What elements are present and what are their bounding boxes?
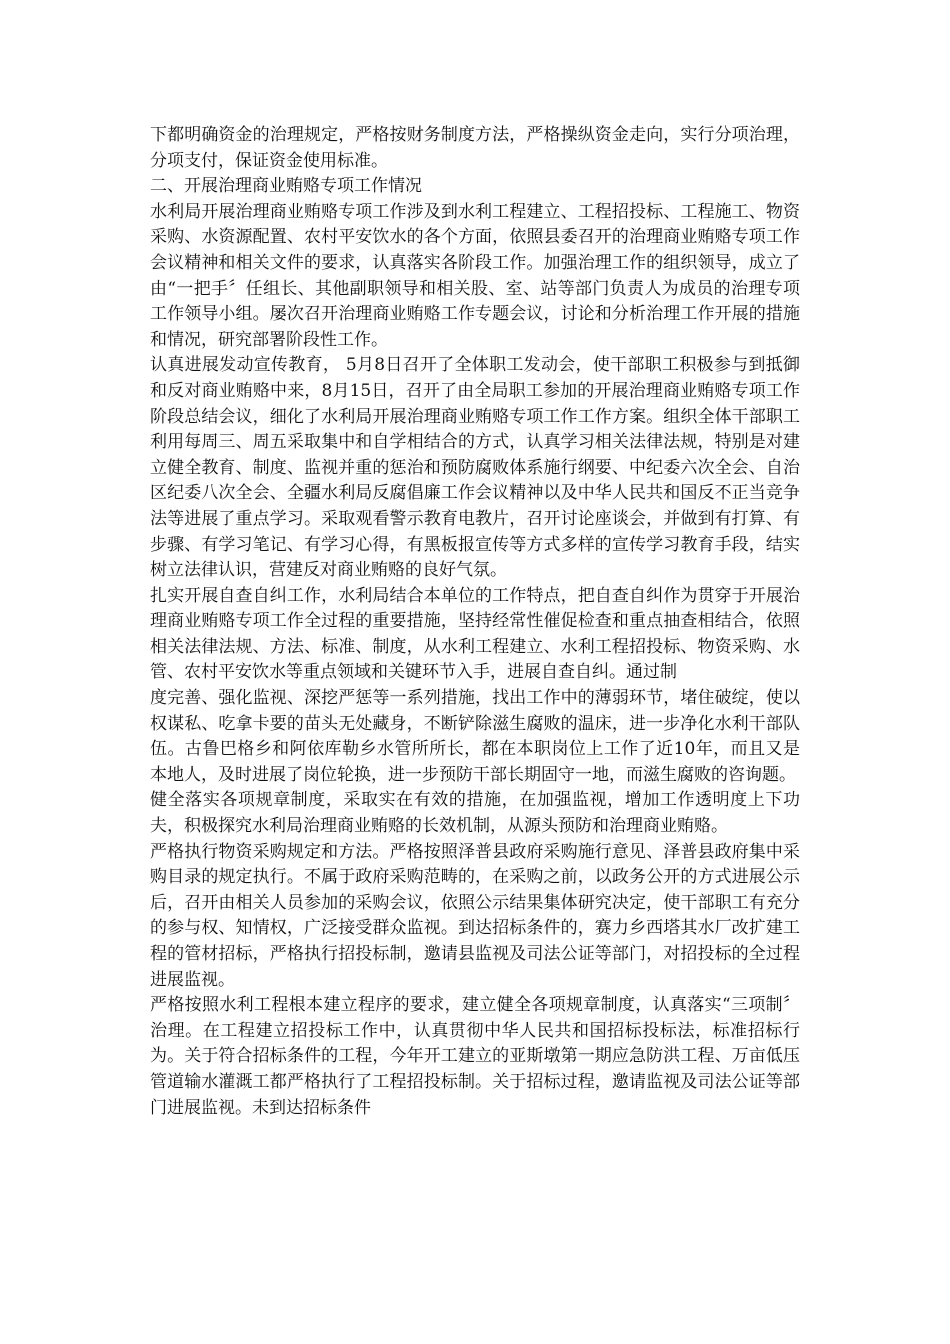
paragraph-self-inspection: 扎实开展自查自纠工作，水利局结合本单位的工作特点，把自查自纠作为贯穿于开展治理商业贿赂专项工作全过程的重要措施，坚持经常性催促检查和重点抽查相结合，依照相关法律法规、方法、标准、制度，从水利工程建立、水利工程招投标、物资采购、水管、农村平安饮水等重点领域和关键环节入手，进展自查自纠。通过制 [150, 585, 800, 683]
paragraph-system-improvement: 度完善、强化监视、深挖严惩等一系列措施，找出工作中的薄弱环节，堵住破绽，使以权谋私、吃拿卡要的苗头无处藏身，不断铲除滋生腐败的温床，进一步净化水利干部队伍。古鲁巴格乡和阿依库勒乡水管所所长，都在本职岗位上工作了近10年，而且又是本地人，及时进展了岗位轮换，进一步预防干部长期固守一地，而滋生腐败的咨询题。 [150, 688, 800, 785]
paragraph-education: 认真进展发动宣传教育， 5月8日召开了全体职工发动会，使干部职工积极参与到抵御和反对商业贿赂中来，8月15日，召开了由全局职工参加的开展治理商业贿赂专项工作阶段总结会议，细化了水利局开展治理商业贿赂专项工作工作方案。组织全体干部职工利用每周三、周五采取集中和自学相结合的方式，认真学习相关法律法规，特别是对建立健全教育、制度、监视并重的惩治和预防腐败体系施行纲要、中纪委六次全会、自治区纪委八次全会、全疆水利局反腐倡廉工作会议精神以及中华人民共和国反不正当竞争法等进展了重点学习。采取观看警示教育电教片，召开讨论座谈会，并做到有打算、有步骤、有学习笔记、有学习心得，有黑板报宣传等方式多样的宣传学习教育手段，结实树立法律认识，营建反对商业贿赂的良好气氛。 [150, 355, 800, 581]
document-page [150, 123, 800, 1121]
paragraph-regulations: 健全落实各项规章制度，采取实在有效的措施，在加强监视，增加工作透明度上下功夫，积极探究水利局治理商业贿赂的长效机制，从源头预防和治理商业贿赂。 [150, 790, 800, 837]
paragraph-bidding: 严格按照水利工程根本建立程序的要求，建立健全各项规章制度，认真落实“三项制〞治理。在工程建立招投标工作中，认真贯彻中华人民共和国招标投标法，标准招标行为。关于符合招标条件的工程，今年开工建立的亚斯墩第一期应急防洪工程、万亩低压管道输水灌溉工都严格执行了工程招投标制。关于招标过程，邀请监视及司法公证等部门进展监视。未到达招标条件 [150, 995, 800, 1118]
paragraph-overview: 水利局开展治理商业贿赂专项工作涉及到水利工程建立、工程招投标、工程施工、物资采购、水资源配置、农村平安饮水的各个方面，依照县委召开的治理商业贿赂专项工作会议精神和相关文件的要求，认真落实各阶段工作。加强治理工作的组织领导，成立了由“一把手〞任组长、其他副职领导和相关股、室、站等部门负责人为成员的治理专项工作领导小组。屡次召开治理商业贿赂工作专题会议，讨论和分析治理工作开展的措施和情况，研究部署阶段性工作。 [150, 201, 800, 350]
paragraph-fund-management: 下都明确资金的治理规定，严格按财务制度方法，严格操纵资金走向，实行分项治理，分项支付，保证资金使用标准。 [150, 125, 800, 171]
paragraph-procurement: 严格执行物资采购规定和方法。严格按照泽普县政府采购施行意见、泽普县政府集中采购目录的规定执行。不属于政府采购范畴的，在采购之前，以政务公开的方式进展公示后，召开由相关人员参加的采购会议，依照公示结果集体研究决定，使干部职工有充分的参与权、知情权，广泛接受群众监视。到达招标条件的，赛力乡西塔其水厂改扩建工程的管材招标，严格执行招投标制，邀请县监视及司法公证等部门，对招投标的全过程进展监视。 [150, 841, 800, 990]
section-heading: 二、开展治理商业贿赂专项工作情况 [150, 176, 422, 197]
